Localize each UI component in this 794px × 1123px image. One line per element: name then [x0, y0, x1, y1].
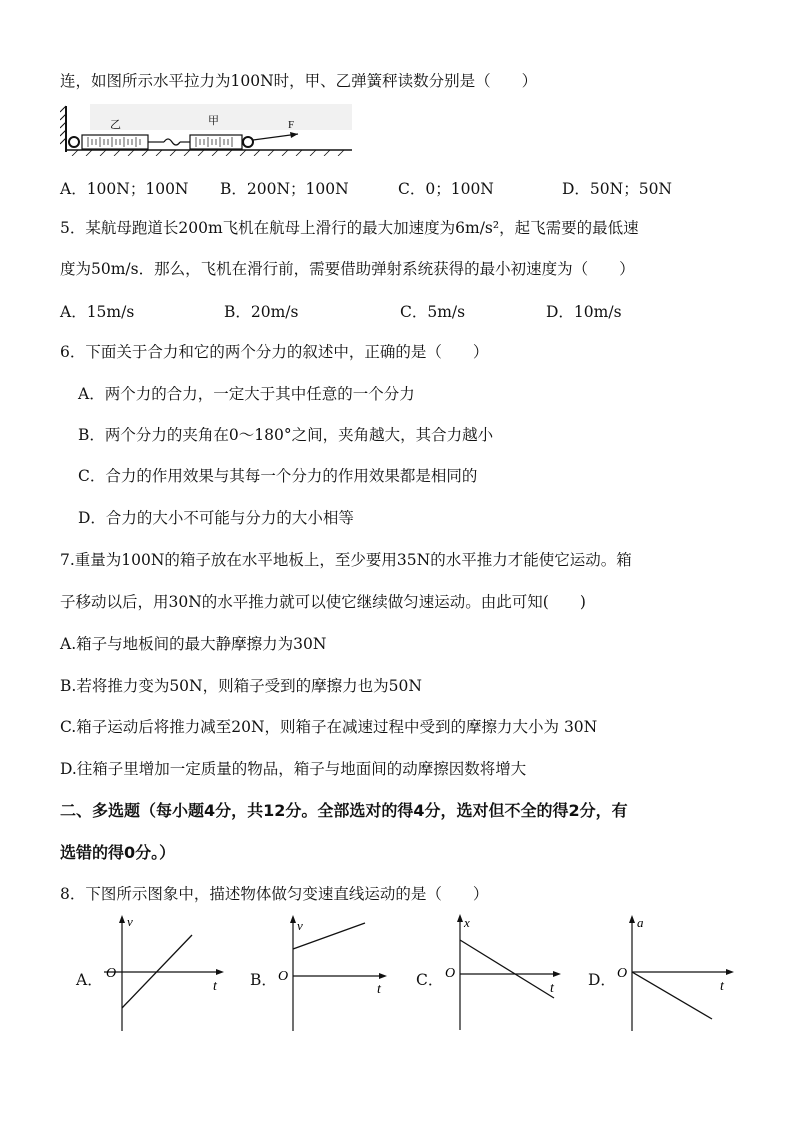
q6-option-c: C．合力的作用效果与其每一个分力的作用效果都是相同的: [78, 467, 478, 485]
graph-b-origin: O: [278, 969, 289, 984]
q7-stem-line-1: 7.重量为100N的箱子放在水平地板上，至少要用35N的水平推力才能使它运动。箱: [60, 551, 632, 569]
q4-option-b: B．200N；100N: [220, 180, 349, 198]
q7-option-a: A.箱子与地板间的最大静摩擦力为30N: [60, 635, 327, 653]
q8-graph-c: [442, 910, 572, 1032]
graph-a-origin: O: [106, 966, 117, 981]
q8-graph-a: [100, 913, 230, 1033]
q8-option-a-label: A．: [76, 971, 103, 989]
q6-option-b: B．两个分力的夹角在0～180°之间，夹角越大，其合力越小: [78, 426, 494, 444]
q4-option-a: A．100N；100N: [60, 180, 189, 198]
graph-a-ylabel: v: [127, 914, 133, 929]
q5-option-c: C．5m/s: [400, 303, 466, 321]
graph-d-ylabel: a: [637, 915, 644, 930]
graph-d-line: [632, 972, 712, 1019]
spring-scale-jia: [190, 135, 244, 149]
graph-c-ylabel: x: [464, 915, 470, 930]
graph-a-xlabel: t: [213, 979, 217, 994]
q5-stem-line-1: 5．某航母跑道长200m飞机在航母上滑行的最大加速度为6m/s²，起飞需要的最低速: [60, 219, 639, 237]
q8-option-b-label: B．: [250, 971, 277, 989]
q6-stem: 6．下面关于合力和它的两个分力的叙述中，正确的是（ ）: [60, 343, 489, 361]
graph-d-origin: O: [617, 966, 628, 981]
q5-option-b: B．20m/s: [224, 303, 299, 321]
graph-b-xlabel: t: [377, 982, 381, 997]
label-jia: 甲: [208, 115, 219, 127]
q4-option-d: D．50N；50N: [562, 180, 672, 198]
q5-stem-line-2: 度为50m/s．那么，飞机在滑行前，需要借助弹射系统获得的最小初速度为（ ）: [60, 260, 635, 278]
q8-graph-b: [275, 913, 395, 1033]
q8-option-c-label: C．: [416, 971, 444, 989]
q4-stem-line: 连，如图所示水平拉力为100N时，甲、乙弹簧秤读数分别是（ ）: [60, 72, 538, 90]
q8-option-d-label: D．: [588, 971, 616, 989]
graph-c-line: [460, 940, 554, 998]
q6-option-d: D．合力的大小不可能与分力的大小相等: [78, 509, 354, 527]
q7-option-b: B.若将推力变为50N，则箱子受到的摩擦力也为50N: [60, 677, 422, 695]
graph-d-xlabel: t: [720, 979, 724, 994]
q5-option-a: A．15m/s: [60, 303, 135, 321]
graph-b-line: [293, 923, 365, 949]
q6-option-a: A．两个力的合力，一定大于其中任意的一个分力: [78, 385, 415, 403]
q5-option-d: D．10m/s: [546, 303, 622, 321]
section-2-heading-line-2: 选错的得0分。）: [60, 843, 176, 862]
graph-c-xlabel: t: [550, 981, 554, 996]
q8-graph-d: [614, 913, 744, 1033]
label-f: F: [288, 119, 295, 131]
q7-option-c: C.箱子运动后将推力减至20N，则箱子在减速过程中受到的摩擦力大小为 30N: [60, 718, 598, 736]
figure-background-smudge: [90, 104, 352, 130]
q8-stem: 8．下图所示图象中，描述物体做匀变速直线运动的是（ ）: [60, 885, 489, 903]
graph-b-ylabel: v: [297, 918, 303, 933]
q7-stem-line-2: 子移动以后，用30N的水平推力就可以使它继续做匀速运动。由此可知( ): [60, 593, 586, 611]
q4-option-c: C．0；100N: [398, 180, 494, 198]
graph-c-origin: O: [445, 966, 456, 981]
label-yi: 乙: [110, 119, 121, 131]
q7-option-d: D.往箱子里增加一定质量的物品，箱子与地面间的动摩擦因数将增大: [60, 760, 527, 778]
spring-scale-figure: [60, 104, 360, 156]
section-2-heading-line-1: 二、多选题（每小题4分，共12分。全部选对的得4分，选对但不全的得2分，有: [60, 801, 628, 820]
